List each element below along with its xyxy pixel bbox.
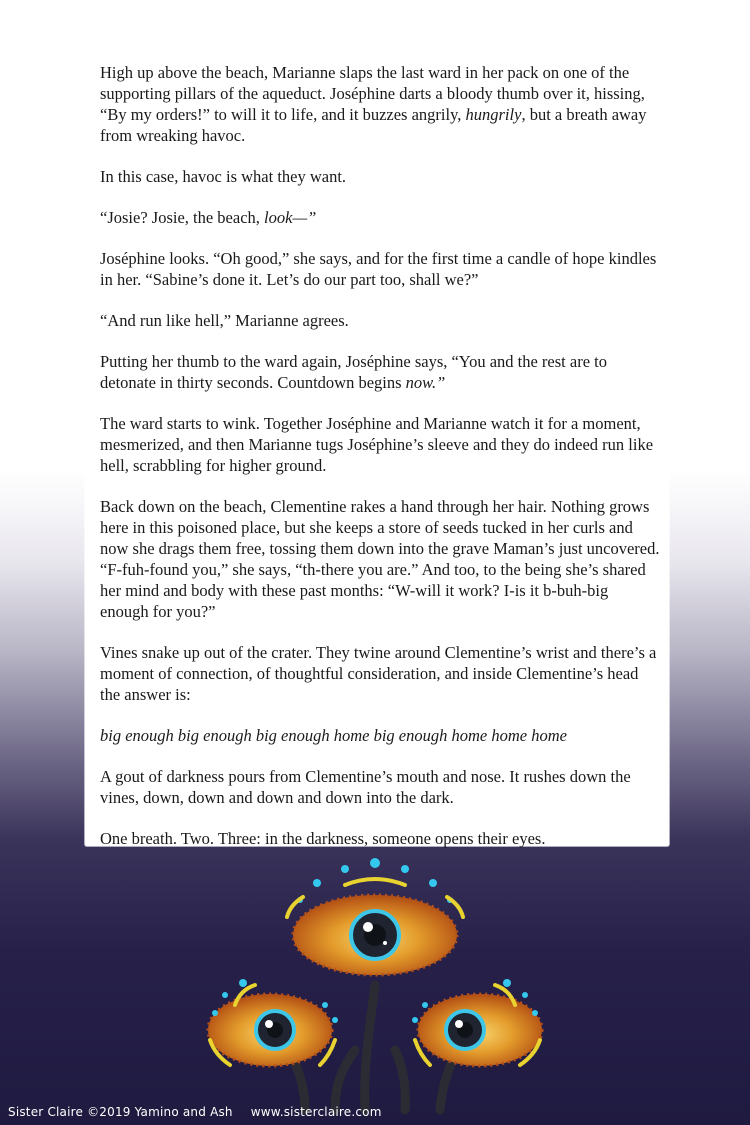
story-paragraph: [100, 62, 660, 146]
paragraph-text: “And run like hell,” Marianne agrees.: [100, 311, 349, 330]
story-paragraph: [100, 207, 660, 228]
emphasis-text: hungrily: [465, 105, 522, 124]
story-paragraph: [100, 828, 660, 849]
paragraph-text: Vines snake up out of the crater. They twine around Clementine’s wrist and there’s a moment of connection, of thoughtful consideration, and inside Clementine’s head the answer is:: [100, 643, 657, 704]
paragraph-text: The ward starts to wink. Together Joséphine and Marianne watch it for a moment, mesmerized, and then Marianne tugs Joséphine’s sleeve and they do indeed run like hell, scrabbling for higher ground.: [100, 414, 654, 475]
emphasis-text: now.”: [405, 373, 446, 392]
story-paragraph: [100, 725, 660, 746]
footer-credits: [8, 1105, 748, 1119]
paragraph-text: One breath. Two. Three: in the darkness, someone opens their eyes.: [100, 829, 546, 848]
site-url-link[interactable]: www.sisterclaire.com: [250, 1105, 382, 1119]
paragraph-text: “Josie? Josie, the beach,: [100, 208, 265, 227]
paragraph-text: In this case, havoc is what they want.: [100, 167, 347, 186]
paragraph-text: Putting her thumb to the ward again, Joséphine says, “You and the rest are to detonate in thirty seconds. Countdown begins: [100, 352, 607, 392]
left-eye-icon: [208, 994, 332, 1066]
story-paragraph: [100, 413, 660, 476]
story-paragraph: [100, 766, 660, 808]
emphasis-text: look—”: [264, 208, 317, 227]
paragraph-text: Back down on the beach, Clementine rakes a hand through her hair. Nothing grows here in this poisoned place, but she keeps a store of seeds tucked in her curls and now she drags them free, tossing them down into the grave Maman’s just uncovered. “F-fuh-found you,” she says, “th-there you are.” And too, to the being she’s shared her mind and body with these past months: “W-will it work? I-is it b-buh-big enough for you?”: [100, 497, 660, 621]
paragraph-text: High up above the beach, Marianne slaps the last ward in her pack on one of the supporting pillars of the aqueduct. Joséphine darts a bloody thumb over it, hissing, “By my orders!” to will it to life, and it buzzes angrily,: [100, 63, 645, 124]
copyright-credit: Sister Claire ©2019 Yamino and Ash: [8, 1105, 233, 1119]
story-paragraph: [100, 351, 660, 393]
paragraph-text: , but a breath away from wreaking havoc.: [100, 105, 647, 145]
story-text: [100, 62, 660, 869]
top-eye-icon: [293, 895, 457, 975]
story-paragraph: [100, 248, 660, 290]
story-paragraph: [100, 642, 660, 705]
story-paragraph: [100, 166, 660, 187]
paragraph-text: A gout of darkness pours from Clementine’s mouth and nose. It rushes down the vines, down, down and down and down into the dark.: [100, 767, 631, 807]
emphasis-text: big enough big enough big enough home big enough home home home: [100, 726, 567, 745]
three-eyes-illustration: [195, 855, 555, 1115]
story-paragraph: [100, 496, 660, 622]
right-eye-icon: [418, 994, 542, 1066]
paragraph-text: Joséphine looks. “Oh good,” she says, and for the first time a candle of hope kindles in her. “Sabine’s done it. Let’s do our part too, shall we?”: [100, 249, 657, 289]
story-paragraph: [100, 310, 660, 331]
